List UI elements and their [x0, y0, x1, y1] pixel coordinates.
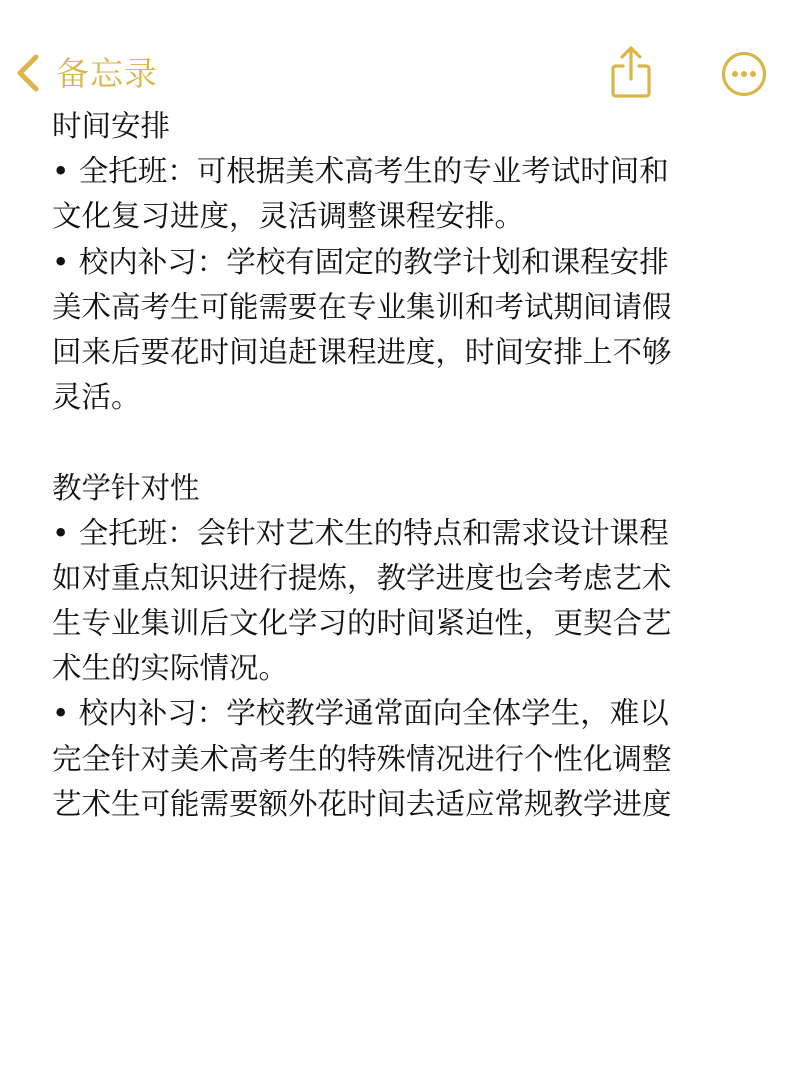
section-heading: 教学针对性 [52, 470, 200, 505]
note-line: 术生的实际情况。 [52, 651, 289, 686]
note-body[interactable] [52, 104, 772, 827]
back-label: 备忘录 [56, 53, 158, 93]
note-line: 如对重点知识进行提炼，教学进度也会考虑艺术 [52, 560, 672, 595]
section-heading: 时间安排 [52, 109, 171, 143]
more-options-button[interactable] [720, 50, 768, 98]
note-line: 文化复习进度，灵活调整课程安排。 [52, 199, 525, 234]
chevron-left-icon [12, 51, 42, 95]
share-icon [608, 85, 654, 104]
note-line: 艺术生可能需要额外花时间去适应常规教学进度 [52, 786, 672, 821]
note-line: 美术高考生可能需要在专业集训和考试期间请假 [52, 289, 672, 324]
note-line: 灵活。 [52, 380, 141, 415]
note-line: • 校内补习：学校教学通常面向全体学生，难以 [52, 696, 669, 731]
note-line: • 全托班：可根据美术高考生的专业考试时间和 [52, 154, 669, 189]
ellipsis-circle-icon [720, 83, 768, 102]
note-line: 生专业集训后文化学习的时间紧迫性，更契合艺 [52, 606, 672, 641]
share-button[interactable] [608, 44, 654, 100]
blank-line [52, 420, 772, 465]
navigation-bar [0, 0, 800, 110]
note-line: 回来后要花时间追赶课程进度，时间安排上不够 [52, 334, 672, 369]
note-line: • 校内补习：学校有固定的教学计划和课程安排 [52, 244, 669, 279]
note-line: • 全托班：会针对艺术生的特点和需求设计课程 [52, 515, 669, 550]
back-button[interactable] [12, 46, 158, 100]
note-line: 完全针对美术高考生的特殊情况进行个性化调整 [52, 741, 672, 776]
